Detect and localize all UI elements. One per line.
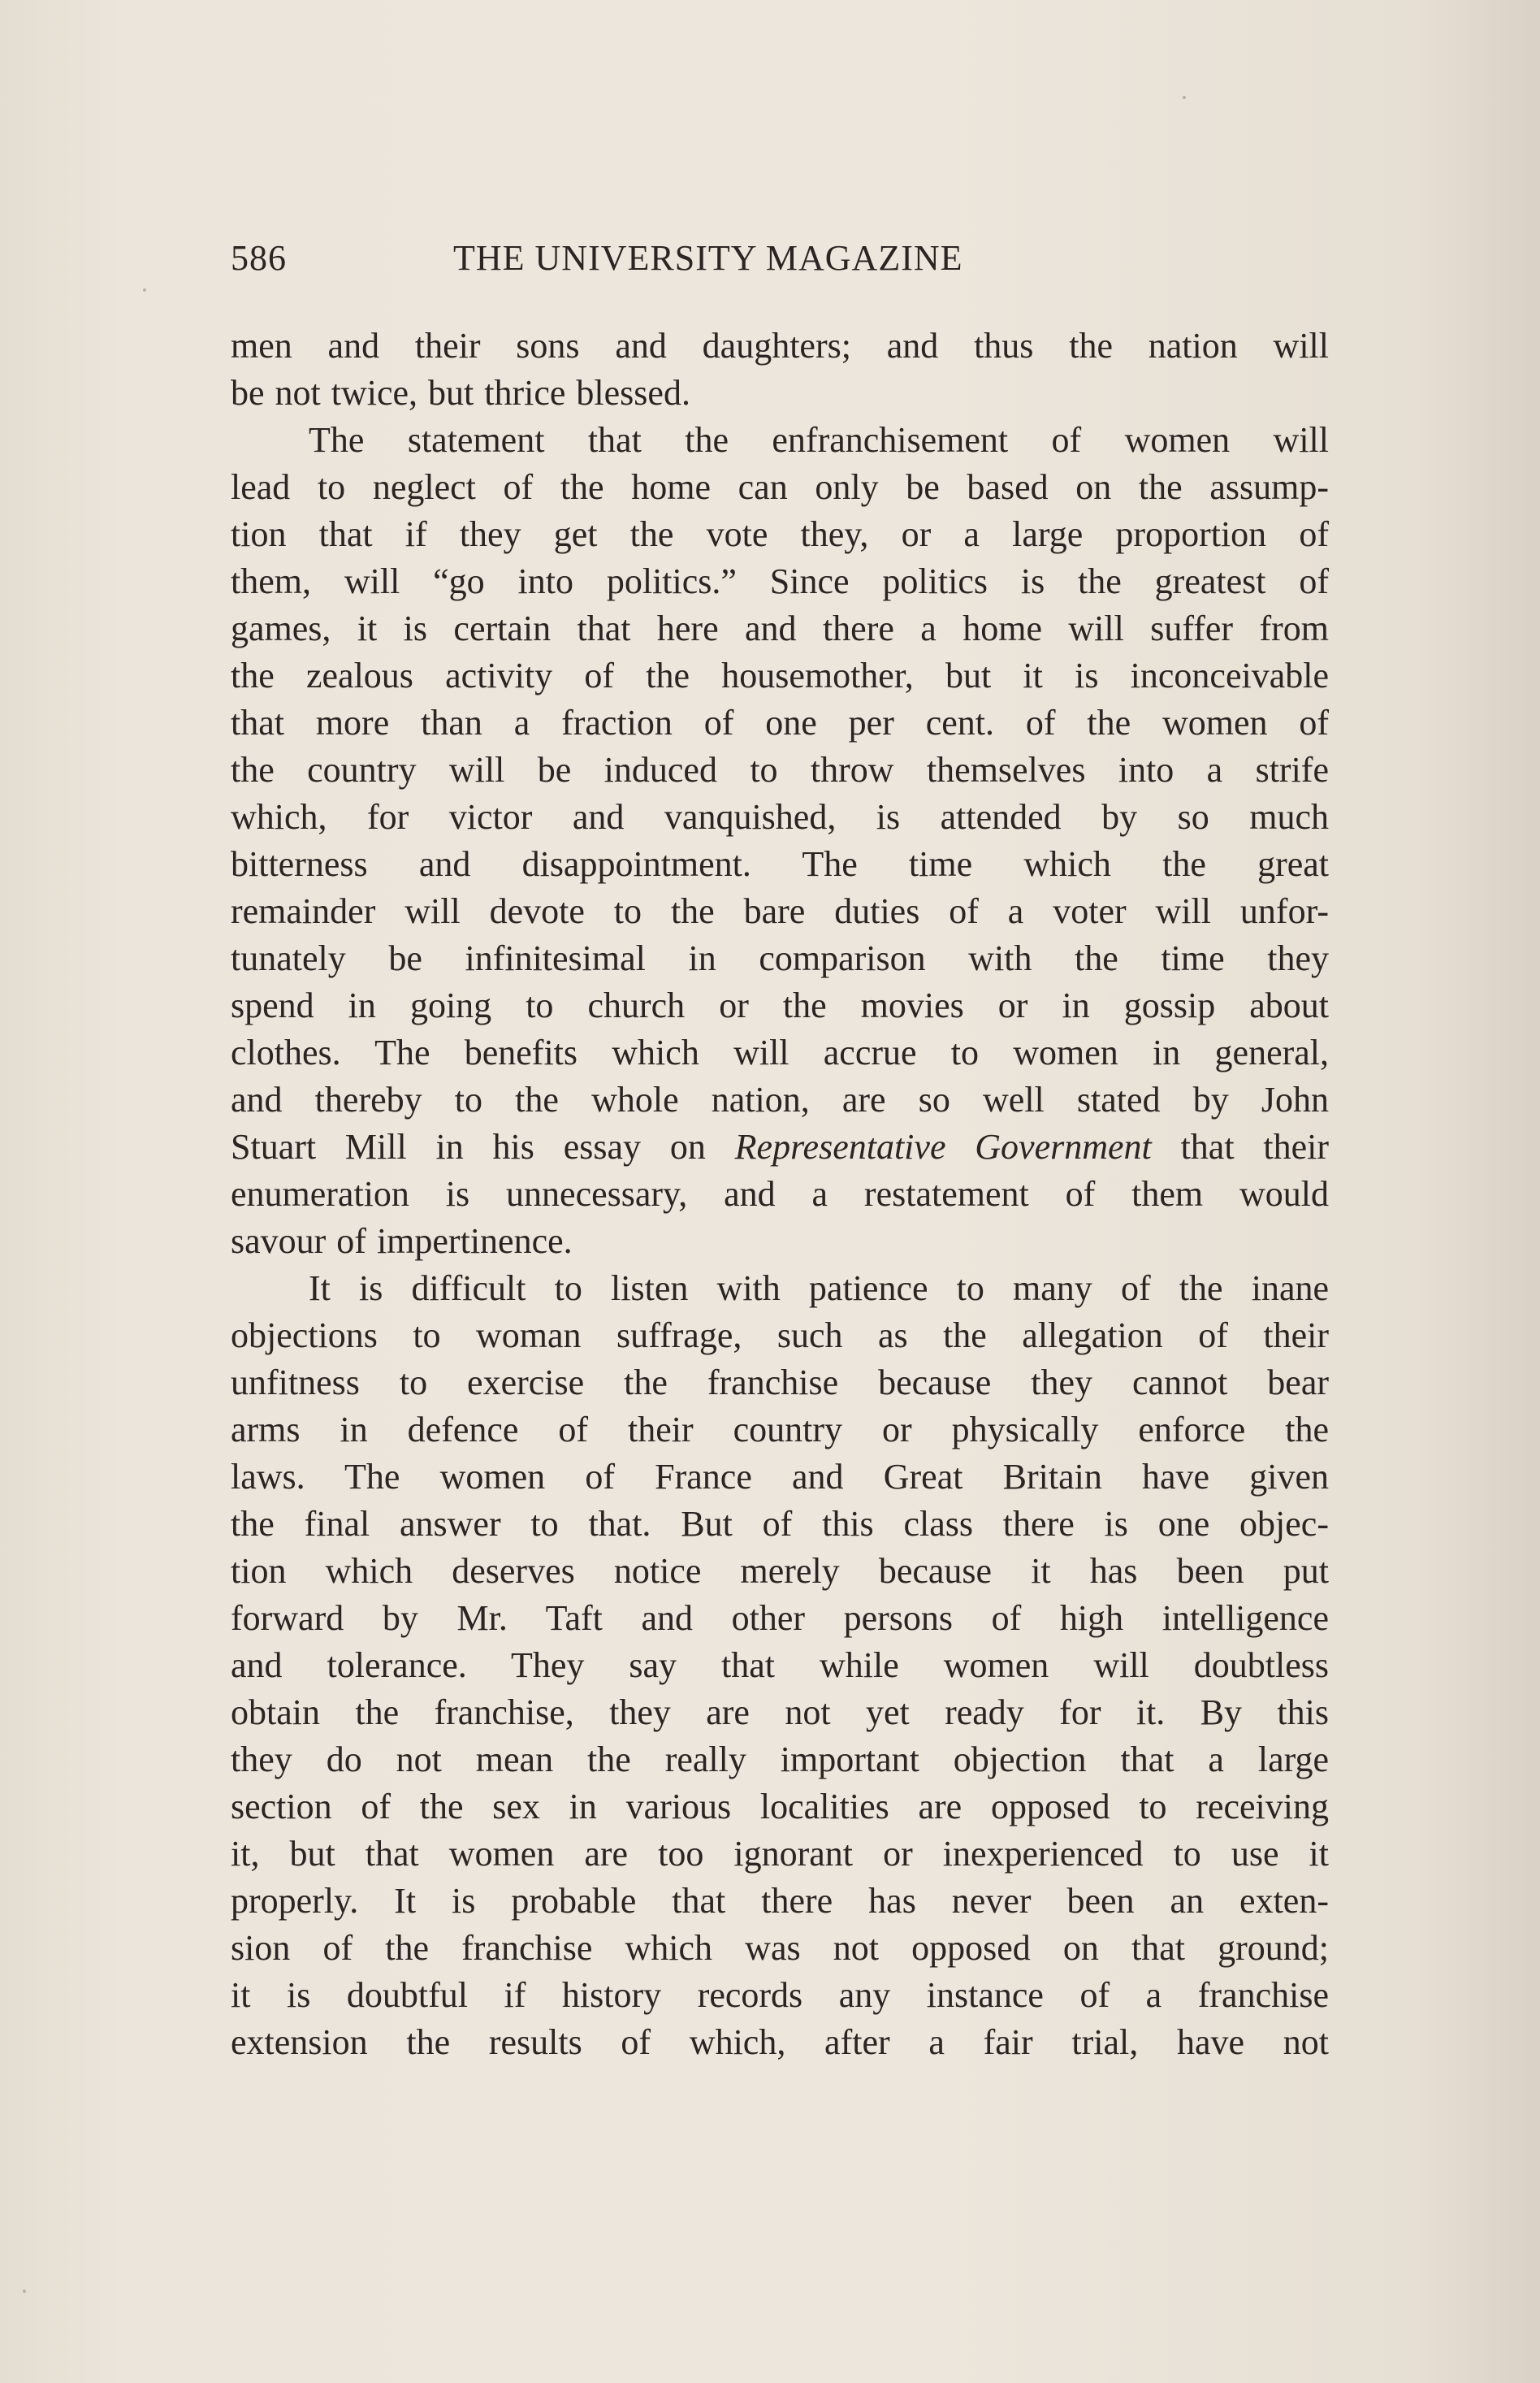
page-number: 586 bbox=[231, 238, 287, 278]
text-line: section of the sex in various localities are opposed to receiving bbox=[231, 1787, 1329, 1826]
text-line: forward by Mr. Taft and other persons of high intelligence bbox=[231, 1598, 1329, 1638]
text-line: the zealous activity of the housemother, but it is inconceivable bbox=[231, 656, 1329, 695]
text-line: The statement that the enfranchisement of women will bbox=[309, 420, 1329, 460]
text-line: the final answer to that. But of this class there is one objec- bbox=[231, 1504, 1329, 1544]
paper-speck bbox=[23, 2290, 26, 2293]
text-line: remainder will devote to the bare duties of a voter will unfor- bbox=[231, 891, 1329, 931]
text-line: objections to woman suffrage, such as the allegation of their bbox=[231, 1315, 1329, 1355]
text-line: it is doubtful if history records any instance of a franchise bbox=[231, 1975, 1329, 2015]
page-header bbox=[231, 232, 1108, 284]
text-line: properly. It is probable that there has never been an exten- bbox=[231, 1881, 1329, 1921]
text-line: tion that if they get the vote they, or a large proportion of bbox=[231, 514, 1329, 554]
text-line: bitterness and disappointment. The time which the great bbox=[231, 844, 1329, 884]
paper-speck bbox=[143, 288, 146, 292]
text-line: enumeration is unnecessary, and a restatement of them would bbox=[231, 1174, 1329, 1214]
text-line: and thereby to the whole nation, are so well stated by John bbox=[231, 1080, 1329, 1120]
text-line: be not twice, but thrice blessed. bbox=[231, 373, 690, 413]
book-title-italic: Representative Government bbox=[734, 1127, 1152, 1167]
text-line: obtain the franchise, they are not yet ready for it. By this bbox=[231, 1692, 1329, 1732]
text-line: men and their sons and daughters; and thus the nation will bbox=[231, 326, 1329, 366]
text-line: savour of impertinence. bbox=[231, 1221, 573, 1261]
text-segment: Stuart Mill in his essay on bbox=[231, 1127, 706, 1167]
body-text bbox=[231, 323, 1329, 2066]
text-line: games, it is certain that here and there a home will suffer from bbox=[231, 609, 1329, 648]
text-segment: that their bbox=[1180, 1127, 1329, 1167]
text-line-with-italic bbox=[231, 1124, 1329, 1171]
text-line: tunately be infinitesimal in comparison with the time they bbox=[231, 938, 1329, 978]
text-line: clothes. The benefits which will accrue to women in general, bbox=[231, 1033, 1329, 1072]
text-line: It is difficult to listen with patience to many of the inane bbox=[309, 1268, 1329, 1308]
text-line: the country will be induced to throw themselves into a strife bbox=[231, 750, 1329, 790]
text-line: unfitness to exercise the franchise because they cannot bear bbox=[231, 1363, 1329, 1402]
text-line: laws. The women of France and Great Britain have given bbox=[231, 1457, 1329, 1497]
paper-speck bbox=[1183, 96, 1186, 99]
text-line: spend in going to church or the movies or in gossip about bbox=[231, 986, 1329, 1025]
running-title: THE UNIVERSITY MAGAZINE bbox=[453, 238, 963, 278]
text-line: sion of the franchise which was not opposed on that ground; bbox=[231, 1928, 1329, 1968]
text-line: tion which deserves notice merely because it has been put bbox=[231, 1551, 1329, 1591]
text-line: extension the results of which, after a fair trial, have not bbox=[231, 2022, 1329, 2062]
text-line: they do not mean the really important objection that a large bbox=[231, 1740, 1329, 1779]
text-line: that more than a fraction of one per cent. of the women of bbox=[231, 703, 1329, 743]
text-line: them, will “go into politics.” Since politics is the greatest of bbox=[231, 561, 1329, 601]
text-line: arms in defence of their country or physically enforce the bbox=[231, 1410, 1329, 1449]
text-line: lead to neglect of the home can only be based on the assump- bbox=[231, 467, 1329, 507]
text-line: it, but that women are too ignorant or inexperienced to use it bbox=[231, 1834, 1329, 1874]
text-line: which, for victor and vanquished, is attended by so much bbox=[231, 797, 1329, 837]
text-line: and tolerance. They say that while women will doubtless bbox=[231, 1645, 1329, 1685]
